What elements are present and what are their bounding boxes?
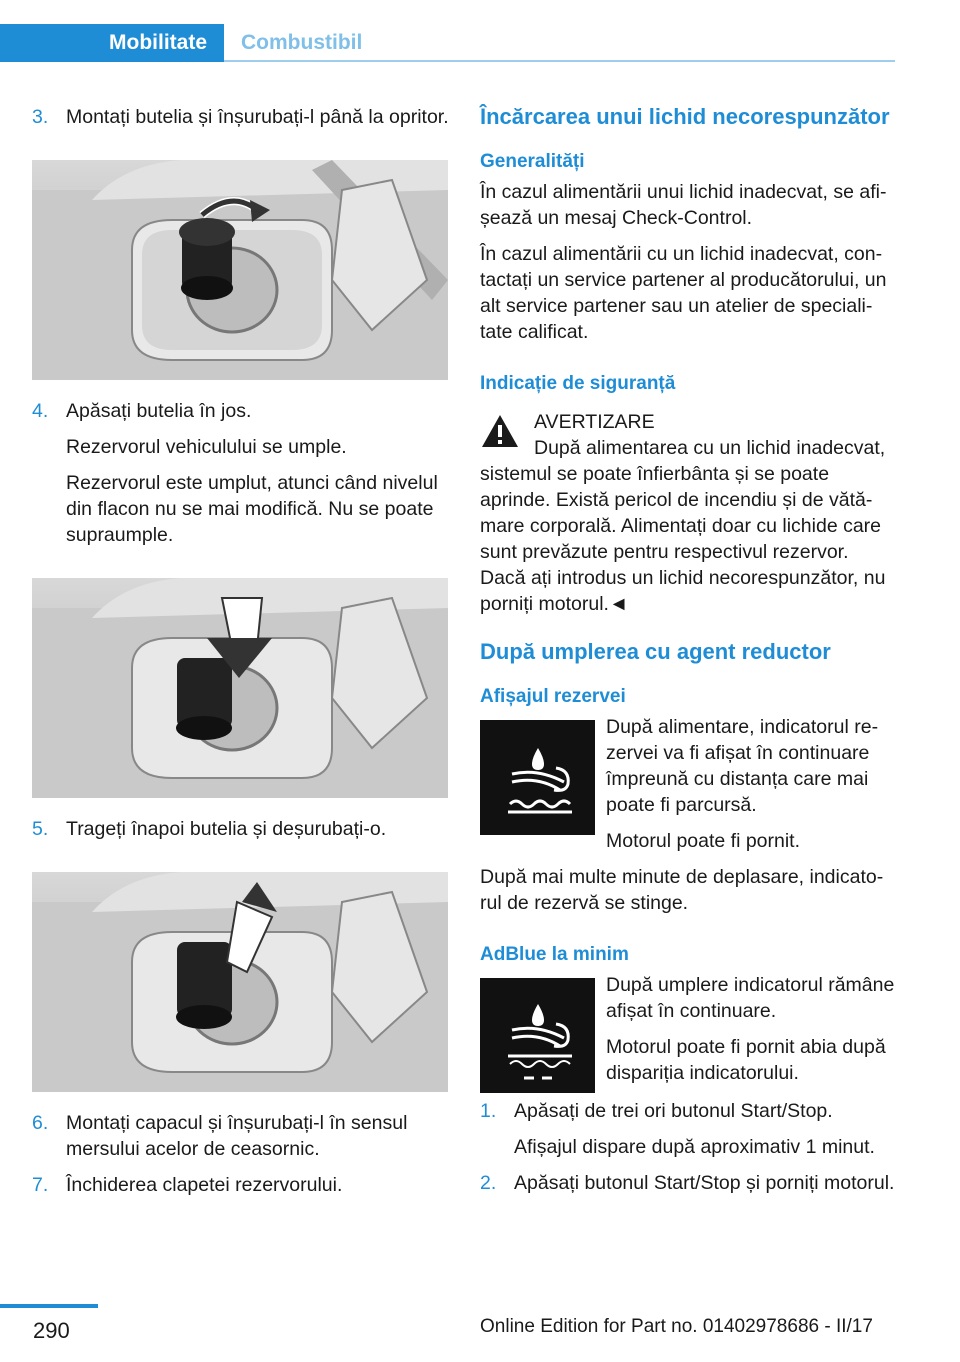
subheading-safety: Indicație de siguranță	[480, 373, 676, 394]
warning-block	[480, 409, 898, 617]
step-text: Apăsați butonul Start/Stop și porniți motorul.	[514, 1172, 895, 1194]
right-column	[480, 104, 898, 1206]
photo-pull-bottle	[32, 872, 448, 1092]
fuel-flap-illustration	[32, 578, 448, 798]
paragraph: Motorul poate fi pornit.	[606, 830, 801, 852]
paragraph: După mai multe minute de deplasare, indicatorul de rezervă se stinge.	[480, 866, 884, 914]
tab-mobilitate[interactable]: Mobilitate	[0, 24, 224, 62]
step-2	[480, 1170, 898, 1196]
step-number: 6.	[32, 1112, 49, 1134]
step-7	[32, 1172, 450, 1198]
step-text: Montați butelia și înșurubați-l până la opritor.	[66, 106, 449, 128]
footer-accent-bar	[0, 1304, 98, 1308]
warning-text-rest: sistemul se poate înfierbânta și se poate aprinde. Există pericol de incendiu și de vătămare corporală. Alimentați doar cu lichide care sunt prevăzute pentru respectivul rezervor. Dacă ați introdus un lichid necorespunzător, nu porniți motorul.◄	[480, 463, 886, 615]
paragraph: În cazul alimentării unui lichid inadecvat, se afișează un mesaj Check-Control.	[480, 181, 887, 229]
tab-combustibil[interactable]: Combustibil	[241, 31, 363, 54]
step-text: Apăsați de trei ori butonul Start/Stop.	[514, 1100, 833, 1122]
step-4	[32, 398, 450, 548]
subheading-reserve: Afișajul rezervei	[480, 686, 626, 707]
step-text: Rezervorul vehiculului se umple.	[66, 436, 347, 458]
subheading-minimum: AdBlue la minim	[480, 944, 629, 965]
footer-edition: Online Edition for Part no. 01402978686 - II/17	[480, 1316, 873, 1337]
paragraph: După alimentare, indicatorul rezervei va fi afișat în continuare împreună cu distanța care mai poate fi parcursă.	[606, 716, 879, 816]
step-3	[32, 104, 450, 130]
photo-press-bottle	[32, 578, 448, 798]
left-column	[32, 104, 450, 1208]
warning-triangle-icon	[480, 413, 520, 449]
fuel-flap-illustration	[32, 160, 448, 380]
page-number: 290	[33, 1318, 70, 1343]
step-5	[32, 816, 450, 842]
step-number: 7.	[32, 1174, 49, 1196]
step-text: Rezervorul este umplut, atunci când nivelul din flacon nu se mai modifică. Nu se poate supraumple.	[66, 472, 438, 546]
step-number: 5.	[32, 818, 49, 840]
adblue-minimum-icon	[480, 978, 595, 1093]
step-number: 3.	[32, 106, 49, 128]
section-title: După umplerea cu agent reductor	[480, 639, 831, 664]
step-text: Apăsați butelia în jos.	[66, 400, 252, 422]
subheading-general: Generalități	[480, 151, 585, 172]
adblue-reserve-icon	[480, 720, 595, 835]
paragraph: Motorul poate fi pornit abia după dispariția indicatorului.	[606, 1036, 886, 1084]
warning-text: După alimentarea cu un lichid inadecvat,	[534, 437, 886, 459]
step-text: Închiderea clapetei rezervorului.	[66, 1174, 343, 1196]
tab-underline	[224, 60, 895, 62]
photo-screw-bottle	[32, 160, 448, 380]
header-tabs	[0, 24, 895, 62]
fuel-flap-illustration	[32, 872, 448, 1092]
section-title: Încărcarea unui lichid necorespunzător	[480, 104, 890, 129]
step-6	[32, 1110, 450, 1162]
paragraph: În cazul alimentării cu un lichid inadecvat, contactați un service partener al producătorului, un alt service partener sau un atelier de specialitate calificat.	[480, 243, 887, 343]
minimum-block	[480, 972, 898, 1090]
paragraph: După umplere indicatorul rămâne afișat în continuare.	[606, 974, 895, 1022]
warning-label: AVERTIZARE	[534, 411, 655, 433]
step-number: 2.	[480, 1172, 497, 1194]
step-text: Montați capacul și înșurubați-l în sensul mersului acelor de ceasornic.	[66, 1112, 408, 1160]
step-1	[480, 1098, 898, 1160]
reserve-block	[480, 714, 898, 854]
step-number: 4.	[32, 400, 49, 422]
step-number: 1.	[480, 1100, 497, 1122]
step-text: Afișajul dispare după aproximativ 1 minut.	[514, 1136, 875, 1158]
step-text: Trageți înapoi butelia și deșurubați-o.	[66, 818, 387, 840]
